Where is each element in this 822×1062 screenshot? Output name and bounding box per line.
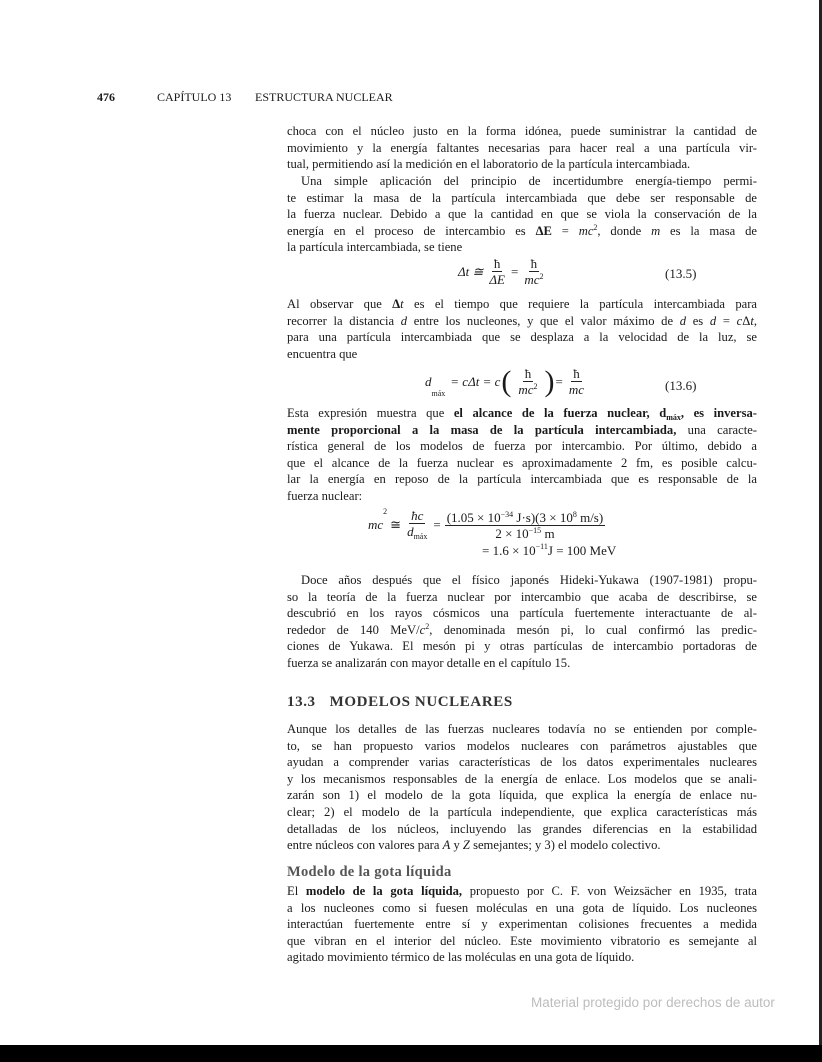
text-run: =: [551, 223, 579, 238]
text-line: [287, 771, 757, 788]
italic-text: d: [679, 313, 687, 328]
text-line: [287, 883, 757, 900]
section-title: MODELOS NUCLEARES: [329, 694, 513, 710]
text-run: es: [686, 313, 710, 328]
text-line: [287, 329, 757, 346]
text-line: [287, 123, 757, 140]
eq-exponent: 2: [383, 507, 388, 516]
text-line: [287, 206, 757, 223]
italic-text: Z: [462, 838, 470, 853]
eq-equals: =: [555, 373, 563, 389]
text-line: [287, 471, 757, 488]
right-paren: ): [544, 364, 555, 398]
text-run: zarán son 1) el modelo de la gota líquida, que explica la energía de enlace nu-: [287, 788, 757, 803]
text-run: , denominada mesón pi, lo cual confirmó las predic-: [429, 622, 757, 637]
paragraph: [287, 296, 757, 362]
text-line: [287, 721, 757, 738]
text-run: semejantes; y 3) el modelo colectivo.: [469, 838, 661, 853]
eq-num-part: m/s): [576, 509, 604, 525]
text-run: , donde: [597, 223, 652, 238]
italic-text: d: [709, 313, 717, 328]
text-line: [287, 900, 757, 917]
text-run: que vibran en el interior del núcleo. Este movimiento vibratorio es semejante al: [287, 933, 757, 948]
text-line: [287, 488, 757, 505]
eq-exponent: −15: [528, 525, 542, 535]
eq-subscript: máx: [413, 532, 428, 541]
text-run: =: [716, 313, 737, 328]
eq-equals: =: [510, 263, 519, 279]
eq-subscript: máx: [431, 389, 446, 398]
text-run: descubrió en los rayos cósmicos una partícula fuertemente interactuante de al-: [287, 606, 757, 621]
text-run: Una simple aplicación del principio de incertidumbre energía-tiempo permi-: [301, 174, 757, 188]
text-line: [287, 933, 757, 950]
italic-text: mc: [578, 223, 594, 238]
text-run: entre los nucleones, y que el valor máximo de: [407, 313, 680, 328]
italic-text: m: [651, 223, 661, 238]
text-line: [287, 754, 757, 771]
text-line: [287, 296, 757, 313]
paragraph: [287, 405, 757, 505]
text-run: es la masa de: [660, 223, 758, 238]
running-header: [97, 90, 393, 105]
text-line: [287, 405, 757, 422]
bold-text: mente proporcional a la masa de la partícula intercambiada,: [287, 422, 677, 437]
text-run: propuesto por C. F. von Weizsächer en 1935, trata: [462, 884, 757, 898]
text-line: [287, 837, 757, 854]
text-line: [287, 916, 757, 933]
equation-13-6: [425, 366, 590, 397]
equation-rest-energy: [368, 508, 609, 542]
text-line: [287, 313, 757, 330]
text-run: Aunque los detalles de las fuerzas nucleares todavía no se entienden por comple-: [287, 722, 757, 736]
text-run: encuentra que: [287, 346, 358, 361]
text-run: ayudan a comprender varias características de los datos experimentales nucleares: [287, 755, 757, 770]
italic-text: A: [442, 838, 451, 853]
text-line: [287, 190, 757, 207]
text-run: entre núcleos con valores para: [287, 838, 443, 853]
eq-approx: ≅: [390, 517, 402, 532]
equation-number: (13.6): [665, 378, 697, 393]
equation-13-5: [458, 256, 549, 287]
text-run: agitado movimiento térmico de las moléculas en una gota de líquido.: [287, 950, 635, 965]
text-run: ,: [753, 313, 757, 328]
bold-text: Δ: [392, 297, 401, 311]
italic-text: t: [750, 313, 754, 328]
eq-exponent: 8: [572, 509, 577, 519]
section-number: 13.3: [287, 694, 316, 710]
text-run: detalladas de los núcleos, incluyendo las grandes diferencias en la estabilidad: [287, 821, 757, 836]
text-run: es el tiempo que requiere la partícula intercambiada para: [403, 297, 757, 311]
text-line: [287, 173, 757, 190]
text-line: [287, 223, 757, 240]
text-run: rededor de 140 MeV/: [287, 622, 420, 637]
text-run: la partícula intercambiada, se tiene: [287, 240, 463, 255]
text-run: clear; 2) el modelo de la partícula independiente, que explica características más: [287, 804, 757, 819]
subsection-heading: Modelo de la gota líquida: [287, 864, 452, 880]
bold-text: máx: [666, 413, 681, 422]
text-line: [287, 572, 757, 589]
text-run: ciones de Yukawa. El mesón pi y otras partículas de intercambio portadoras de: [287, 639, 757, 654]
text-run: energía en el proceso de intercambio es: [287, 223, 536, 238]
text-line: [287, 140, 757, 157]
eq-den-part: 2 × 10: [495, 525, 529, 541]
text-run: fuerza se analizarán con mayor detalle en el capítulo 15.: [287, 655, 571, 670]
superscript: 2: [593, 222, 598, 232]
paragraph: [287, 883, 757, 966]
text-run: Doce años después que el físico japonés Hideki-Yukawa (1907-1981) propu-: [301, 573, 757, 587]
eq-numerator: ħ: [573, 366, 580, 381]
paragraph: [287, 123, 757, 173]
eq-lhs: Δt ≅: [458, 263, 484, 279]
text-line: [287, 821, 757, 838]
text-line: [287, 787, 757, 804]
text-line: [287, 438, 757, 455]
text-run: choca con el núcleo justo en la forma idónea, puede suministrar la cantidad de: [287, 124, 757, 138]
text-run: Δ: [742, 313, 751, 328]
text-run: rística general de los modelos de fuerza por intercambio. Por último, debido a: [287, 439, 757, 454]
text-run: lar la energía en reposo de la partícula intercambiada que es responsable de la: [287, 472, 757, 487]
italic-text: d: [400, 313, 408, 328]
text-run: movimiento y la energía faltantes necesarias para hacer real a una partícula vir-: [287, 140, 757, 155]
text-run: recorrer la distancia: [287, 313, 401, 328]
eq-lhs: mc: [368, 517, 384, 532]
eq-numerator: ħ: [530, 256, 538, 271]
text-line: [287, 804, 757, 821]
left-paren: (: [501, 364, 512, 398]
eq-den-part: m: [541, 525, 555, 541]
bottom-bar: [0, 1045, 822, 1062]
eq-denominator: d: [407, 524, 414, 539]
text-run: Esta expresión muestra que: [287, 406, 454, 420]
paragraph: [287, 173, 757, 256]
text-run: to, se han propuesto varios modelos nucleares con parámetros ajustables que: [287, 738, 757, 753]
text-line: [287, 239, 757, 256]
text-run: la fuerza nuclear. Debido a que la cantidad en que se viola la conservación de la: [287, 207, 757, 222]
eq-exponent: −11: [535, 542, 548, 551]
text-line: [287, 156, 757, 173]
text-line: [287, 638, 757, 655]
text-run: a los nucleones como si fuesen moléculas en una gota de líquido. Los nucleones: [287, 900, 757, 915]
text-line: [287, 949, 757, 966]
italic-text: c: [419, 622, 426, 637]
paragraph: [287, 572, 757, 672]
bold-text: , es inversa-: [680, 406, 757, 420]
text-run: El: [287, 884, 306, 898]
text-line: [287, 346, 757, 363]
text-run: te estimar la masa de la partícula intercambiada que debe ser responsable de: [287, 190, 757, 205]
chapter-label: CAPÍTULO 13: [157, 90, 232, 104]
eq-result-part: = 1.6 × 10: [482, 543, 536, 558]
page-number: 476: [97, 90, 115, 104]
eq-num-part: (1.05 × 10: [446, 509, 501, 525]
text-run: Al observar que: [287, 297, 393, 311]
italic-text: t: [400, 297, 404, 311]
eq-num-part: J·s)(3 × 10: [513, 509, 573, 525]
text-run: tual, permitiendo así la medición en el laboratorio de la partícula intercambiada.: [287, 157, 691, 172]
chapter-title: ESTRUCTURA NUCLEAR: [255, 90, 393, 104]
eq-exponent: 2: [539, 272, 544, 281]
eq-denominator: mc: [524, 272, 540, 287]
equation-number: (13.5): [665, 266, 697, 281]
equation-result: [482, 543, 616, 559]
text-run: fuerza nuclear:: [287, 488, 363, 503]
text-run: para una partícula intercambiada que se desplaza a la velocidad de la luz, se: [287, 330, 757, 345]
text-run: una caracte-: [676, 422, 757, 437]
superscript: 2: [425, 621, 430, 631]
eq-lhs: d: [425, 373, 432, 389]
eq-exponent: −34: [500, 509, 514, 519]
eq-numerator: ħ: [493, 256, 501, 271]
text-run: y los mecanismos responsables de la energía de enlace. Los modelos que se anali-: [287, 771, 757, 786]
text-line: [287, 738, 757, 755]
eq-result-part: J = 100 MeV: [547, 543, 617, 558]
eq-exponent: 2: [533, 382, 538, 391]
eq-numerator: ħc: [411, 508, 424, 523]
text-line: [287, 605, 757, 622]
text-run: y: [450, 838, 463, 853]
text-line: [287, 622, 757, 639]
italic-text: c: [736, 313, 743, 328]
text-run: que el alcance de la fuerza nuclear es aproximadamente 2 fm, es posible calcu-: [287, 455, 757, 470]
text-run: so la teoría de la fuerza nuclear por intercambio que acaba de describirse, se: [287, 589, 757, 604]
text-line: [287, 422, 757, 439]
eq-middle: = cΔt = c: [450, 373, 501, 389]
eq-numerator: ħ: [524, 366, 532, 381]
text-run: interactúan fuertemente entre sí y experimentan colisiones frecuentes a medida: [287, 917, 757, 932]
bold-text: el alcance de la fuerza nuclear, d: [453, 406, 667, 420]
copyright-watermark: Material protegido por derechos de autor: [531, 995, 775, 1010]
eq-denominator: ΔE: [489, 272, 505, 287]
text-line: [287, 455, 757, 472]
text-line: [287, 589, 757, 606]
bold-text: ΔE: [535, 223, 552, 238]
section-heading: [287, 694, 513, 711]
eq-denominator: mc: [568, 382, 585, 397]
bold-text: modelo de la gota líquida,: [305, 884, 463, 898]
eq-denominator: mc: [518, 382, 534, 397]
eq-equals: =: [433, 517, 441, 532]
text-line: [287, 655, 757, 672]
paragraph: [287, 721, 757, 854]
